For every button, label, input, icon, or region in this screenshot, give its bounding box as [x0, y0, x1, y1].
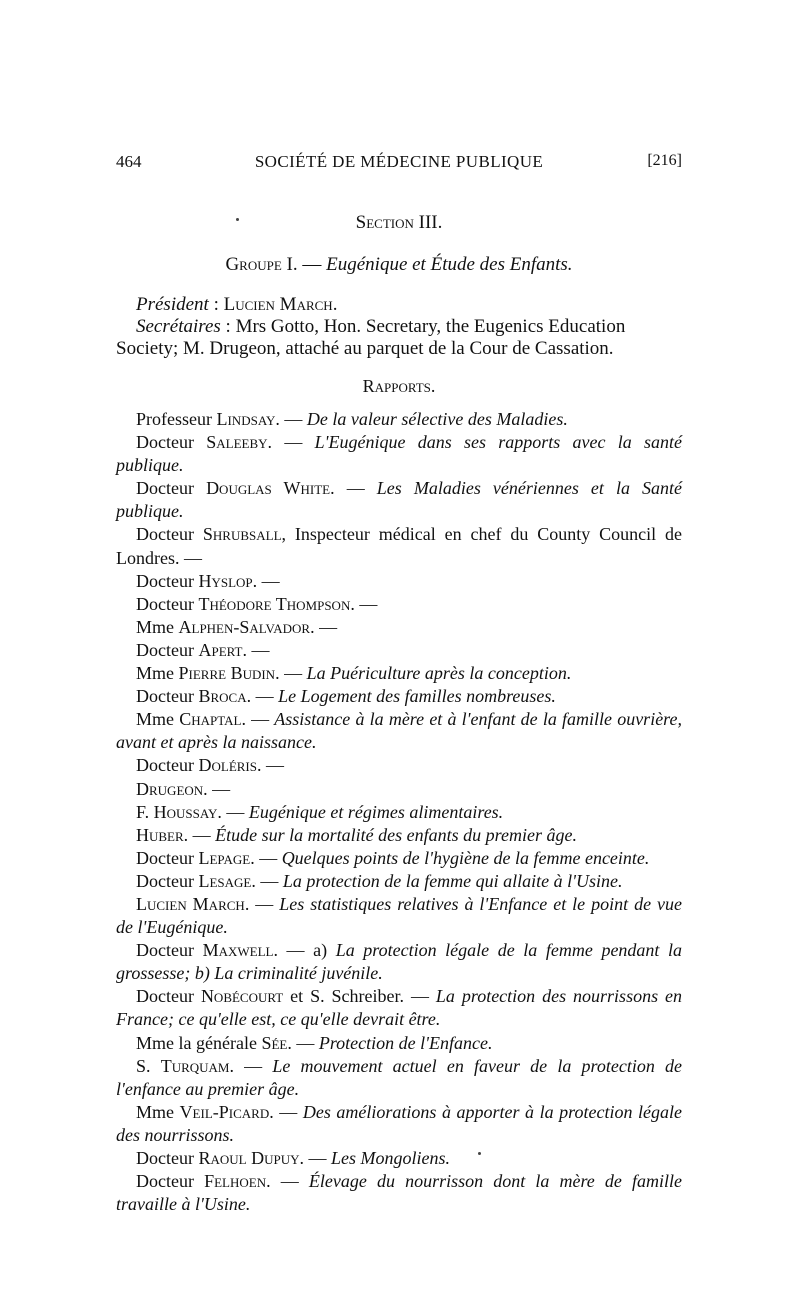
rapports-heading: Rapports. — [362, 376, 436, 396]
print-speck — [478, 1152, 481, 1155]
report-separator: . — — [275, 663, 307, 684]
report-author: Sée — [261, 1032, 288, 1053]
report-title: Assistance à la mère et à l'enfant de la famille ouvrière, avant et après la naissance. — [116, 709, 683, 753]
report-author: Théodore Thompson — [198, 593, 351, 614]
report-separator: . — — [299, 1148, 331, 1168]
report-prefix: Docteur — [136, 755, 194, 776]
page-number: 464 — [116, 152, 142, 171]
report-prefix: Docteur — [136, 524, 194, 545]
report-entry — [116, 685, 682, 708]
report-separator: . — — [183, 824, 216, 845]
report-entry — [116, 570, 682, 593]
report-prefix: Docteur — [136, 570, 194, 591]
report-entry — [116, 1101, 682, 1147]
groupe-title: Eugénique et Étude des Enfants. — [326, 254, 573, 275]
report-separator: et S. Schreiber. — — [283, 986, 436, 1007]
report-title: Protection de l'Enfance. — [318, 1032, 493, 1053]
report-entry — [116, 870, 682, 893]
report-entry — [116, 754, 682, 777]
report-title: Le mouvement actuel en faveur de la protection de l'enfance au premier âge. — [116, 1055, 683, 1099]
report-author: Pierre Budin — [178, 663, 276, 684]
report-entry — [116, 662, 682, 685]
report-author: Saleeby — [206, 432, 268, 453]
bracket-page-number: [216] — [647, 152, 682, 169]
report-author: Turquam — [160, 1055, 230, 1076]
report-author: Lucien March — [136, 893, 245, 914]
report-author: Alphen-Salvador — [178, 616, 311, 637]
report-prefix: Docteur — [136, 870, 194, 891]
report-separator: . — — [203, 778, 231, 799]
report-author: Douglas White — [206, 478, 331, 499]
report-prefix: Docteur — [136, 940, 194, 961]
report-separator: . — — [266, 1171, 309, 1192]
report-separator: . — — [256, 755, 284, 776]
president-line: Président : Lucien March. — [136, 294, 338, 315]
report-entry — [116, 893, 682, 939]
report-separator: . — — [229, 1055, 273, 1076]
report-entry — [116, 778, 682, 801]
report-title: Les Mongoliens. — [331, 1148, 450, 1168]
president-name: Lucien March. — [223, 294, 338, 315]
report-author: Houssay — [153, 801, 218, 822]
report-separator: . — — [287, 1032, 319, 1053]
report-title: L'Eugénique dans ses rapports avec la santé publique. — [116, 432, 683, 476]
report-title: Les Maladies vénériennes et la Santé publique. — [116, 478, 683, 522]
report-title: Les statistiques relatives à l'Enfance et le point de vue de l'Eugénique. — [116, 893, 683, 938]
report-entry — [116, 616, 682, 639]
report-author: Lindsay — [216, 409, 276, 429]
report-entry — [116, 431, 682, 477]
report-separator: . — — [251, 870, 283, 891]
report-prefix: Docteur — [136, 639, 194, 660]
secretaires-text-1: Mrs Gotto, Hon. Secretary, the Eugenics Education — [235, 316, 626, 337]
report-author: Drugeon — [136, 778, 204, 799]
report-separator: . — — [275, 409, 307, 429]
report-prefix: Docteur — [136, 593, 194, 614]
report-author: Felhoen — [204, 1171, 267, 1192]
report-prefix: Mme — [136, 709, 174, 730]
running-header — [116, 152, 682, 178]
report-title: Des améliorations à apporter à la protection légale des nourrissons. — [116, 1101, 683, 1145]
report-title: Élevage du nourrisson dont la mère de famille travaille à l'Usine. — [116, 1171, 682, 1215]
report-prefix: F. — [136, 801, 150, 822]
report-prefix: Mme la générale — [136, 1032, 257, 1053]
report-entry — [116, 801, 682, 824]
groupe-label: Groupe I. — — [225, 254, 322, 275]
report-separator: . — — [241, 709, 275, 730]
report-prefix: Docteur — [136, 478, 194, 499]
report-separator: . — — [242, 639, 270, 660]
report-author: Maxwell — [202, 940, 274, 961]
report-entry — [116, 593, 682, 616]
report-prefix: Docteur — [136, 1171, 194, 1192]
report-title: De la valeur sélective des Maladies. — [306, 409, 568, 429]
report-title: La protection des nourrissons en France; ce qu'elle est, ce qu'elle devrait être. — [116, 986, 683, 1030]
report-author: Lesage — [198, 870, 252, 891]
report-title: La Puériculture après la conception. — [306, 663, 572, 684]
report-separator: . — — [246, 686, 279, 707]
report-prefix: Docteur — [136, 1148, 194, 1168]
groupe-heading — [116, 254, 682, 276]
report-author: Broca — [198, 686, 247, 707]
report-author: Chaptal — [179, 709, 242, 730]
report-prefix: S. — [136, 1055, 151, 1076]
report-entry — [116, 477, 682, 523]
report-entry — [116, 939, 682, 985]
report-author: Raoul Dupuy — [198, 1148, 300, 1168]
section-heading: Section III. — [355, 212, 443, 233]
report-author: Hyslop — [198, 570, 253, 591]
report-author: Lepage — [198, 847, 251, 868]
report-separator: . — a) — [273, 940, 336, 961]
report-author: Huber — [136, 824, 184, 845]
report-title: Quelques points de l'hygiène de la femme enceinte. — [281, 847, 650, 868]
report-separator: . — — [269, 1101, 303, 1122]
report-prefix: Docteur — [136, 986, 194, 1007]
report-entry — [116, 824, 682, 847]
report-title: La protection de la femme qui allaite à l'Usine. — [282, 870, 623, 891]
report-prefix: Docteur — [136, 686, 194, 707]
report-entry — [116, 523, 682, 569]
report-entry — [116, 639, 682, 662]
report-separator: . — — [250, 847, 282, 868]
reports-list — [116, 408, 682, 1216]
report-prefix: Docteur — [136, 432, 194, 453]
report-entry — [116, 1147, 682, 1170]
report-title: Le Logement des familles nombreuses. — [278, 686, 556, 707]
report-title: La protection légale de la femme pendant la grossesse; b) La criminalité juvénile. — [116, 940, 683, 984]
report-separator: . — — [350, 593, 378, 614]
report-separator: . — — [217, 801, 249, 822]
report-entry — [116, 847, 682, 870]
report-prefix: Mme — [136, 616, 174, 637]
report-separator: , Inspecteur médical en chef du County Council de Londres. — — [116, 524, 683, 568]
report-author: Nobécourt — [200, 986, 284, 1007]
report-author: Apert — [198, 639, 243, 660]
report-prefix: Professeur — [136, 409, 212, 429]
report-entry — [116, 985, 682, 1031]
report-separator: . — — [330, 478, 377, 499]
report-entry — [116, 708, 682, 754]
report-author: Doléris — [198, 755, 257, 776]
report-prefix: Mme — [136, 663, 174, 684]
secretaires-line: Secrétaires : Mrs Gotto, Hon. Secretary, the Eugenics Education — [136, 316, 626, 337]
report-author: Veil-Picard — [179, 1101, 270, 1122]
running-title: SOCIÉTÉ DE MÉDECINE PUBLIQUE — [254, 152, 544, 171]
report-entry — [116, 1055, 682, 1101]
secretaires-label: Secrétaires — [136, 316, 221, 337]
report-author: Shrubsall — [202, 524, 282, 545]
secretaires-line-2: Society; M. Drugeon, attaché au parquet de la Cour de Cassation. — [116, 338, 614, 359]
report-separator: . — — [252, 570, 280, 591]
report-separator: . — — [267, 432, 315, 453]
officers-block — [116, 294, 682, 360]
president-label: Président — [136, 294, 209, 315]
report-title: Étude sur la mortalité des enfants du premier âge. — [215, 824, 577, 845]
print-speck — [236, 218, 239, 221]
report-entry — [116, 408, 682, 431]
report-title: Eugénique et régimes alimentaires. — [248, 801, 504, 822]
report-entry — [116, 1032, 682, 1055]
report-entry — [116, 1170, 682, 1216]
report-prefix: Docteur — [136, 847, 194, 868]
report-separator: . — — [244, 893, 280, 914]
report-separator: . — — [310, 616, 338, 637]
report-prefix: Mme — [136, 1101, 174, 1122]
